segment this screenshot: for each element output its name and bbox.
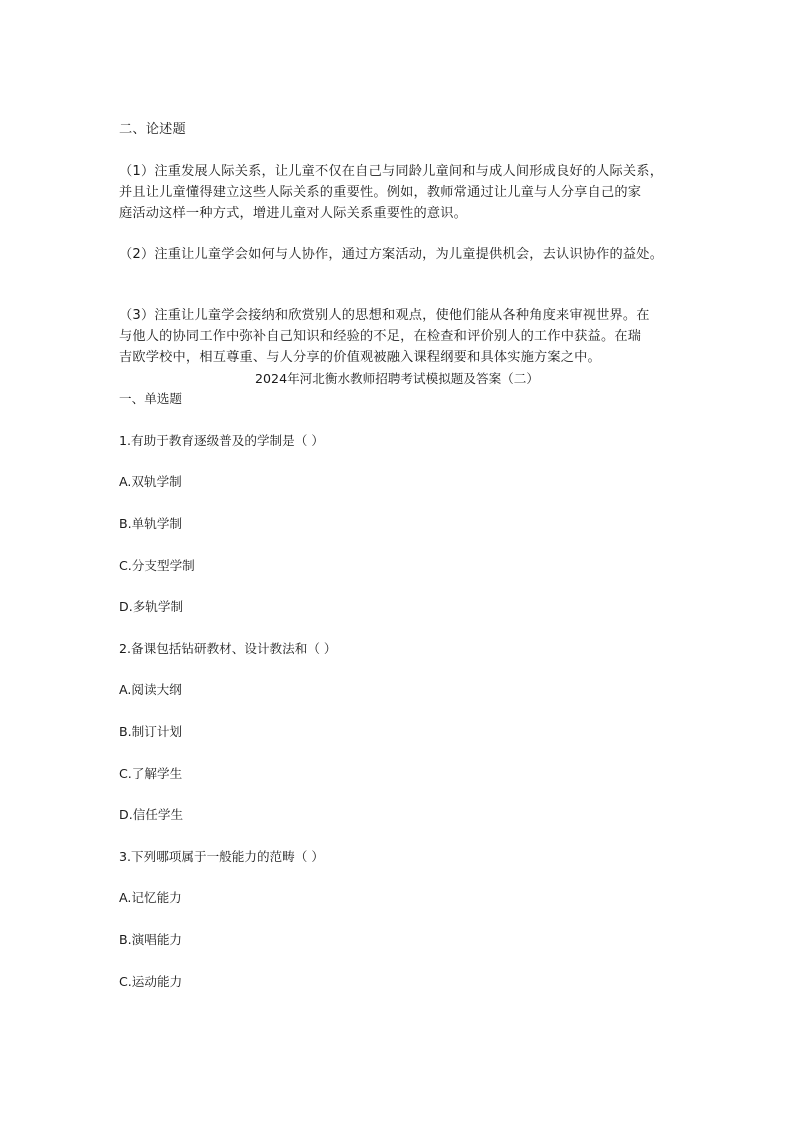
question-3-option-c: C.运动能力 [119,974,183,989]
question-2-option-a: A.阅读大纲 [119,682,182,697]
essay-p3-line-1: （3）注重让儿童学会接纳和欣赏别人的思想和观点，使他们能从各种角度来审视世界。在 [119,308,650,323]
question-1-option-d: D.多轨学制 [119,599,184,614]
section-heading: 一、单选题 [119,391,182,406]
essay-p3-line-3: 吉欧学校中，相互尊重、与人分享的价值观被融入课程纲要和具体实施方案之中。 [119,350,601,365]
question-1-stem: 1.有助于教育逐级普及的学制是（ ） [119,433,324,448]
question-2-option-b: B.制订计划 [119,724,183,739]
question-3-stem: 3.下列哪项属于一般能力的范畴（ ） [119,849,324,864]
question-1-option-b: B.单轨学制 [119,516,183,531]
question-2-option-d: D.信任学生 [119,807,184,822]
essay-p1-line-3: 庭活动这样一种方式，增进儿童对人际关系重要性的意识。 [119,206,468,221]
document-title: 2024年河北衡水教师招聘考试模拟题及答案（二） [255,371,539,386]
question-2-stem: 2.备课包括钻研教材、设计教法和（ ） [119,641,337,656]
question-1-option-a: A.双轨学制 [119,474,182,489]
essay-heading: 二、论述题 [119,122,186,137]
question-3-option-b: B.演唱能力 [119,932,183,947]
question-2-option-c: C.了解学生 [119,766,183,781]
essay-p2: （2）注重让儿童学会如何与人协作，通过方案活动，为儿童提供机会，去认识协作的益处。 [119,247,664,262]
question-3-option-a: A.记忆能力 [119,890,182,905]
essay-p1-line-2: 并且让儿童懂得建立这些人际关系的重要性。例如，教师常通过让儿童与人分享自己的家 [119,185,642,200]
essay-p1-line-1: （1）注重发展人际关系，让儿童不仅在自己与同龄儿童间和与成人间形成良好的人际关系， [119,164,664,179]
question-1-option-c: C.分支型学制 [119,558,195,573]
essay-p3-line-2: 与他人的协同工作中弥补自己知识和经验的不足，在检查和评价别人的工作中获益。在瑞 [119,329,642,344]
